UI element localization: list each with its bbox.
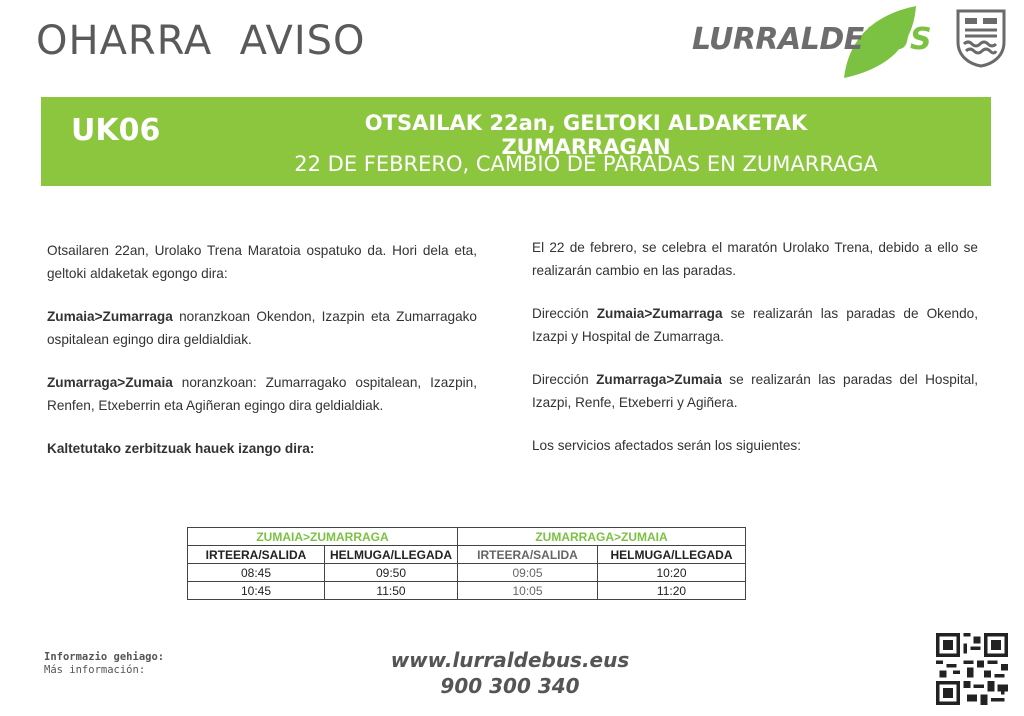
spanish-direction-1-text: se realizarán las paradas de Okendo, Izazpi y Hospital de Zumarraga. xyxy=(532,306,978,344)
spanish-direction-1 xyxy=(532,302,978,348)
basque-direction-1-text: noranzkoan Okendon, Izazpin eta Zumarragako ospitalean egingo dira geldialdiak. xyxy=(47,309,477,347)
column-header-departure: IRTEERA/SALIDA xyxy=(188,546,325,564)
table-cell: 10:20 xyxy=(598,564,746,582)
column-header-arrival: HELMUGA/LLEGADA xyxy=(598,546,746,564)
spanish-direction-1-prefix: Dirección xyxy=(532,306,597,321)
table-header-row xyxy=(188,546,746,564)
more-info-spanish: Más información: xyxy=(44,664,146,676)
contact-info xyxy=(330,647,690,699)
direction-header-zumaia-zumarraga: ZUMAIA>ZUMARRAGA xyxy=(188,528,458,546)
lurraldebus-logo xyxy=(688,2,932,80)
column-header-arrival: HELMUGA/LLEGADA xyxy=(325,546,458,564)
gipuzkoa-coat-of-arms-icon xyxy=(955,8,1007,68)
basque-direction-2-text: noranzkoan: Zumarragako ospitalean, Izazpin, Renfen, Etxeberrin eta Agiñeran egingo dira geldialdiak. xyxy=(47,375,477,413)
phone-number: 900 300 340 xyxy=(440,674,580,698)
basque-direction-2-route: Zumarraga>Zumaia xyxy=(47,375,173,390)
website-link[interactable]: www.lurraldebus.eus xyxy=(390,648,630,672)
basque-direction-2 xyxy=(47,371,477,417)
more-info-label xyxy=(44,651,164,677)
table-cell: 08:45 xyxy=(188,564,325,582)
basque-affected-services xyxy=(47,437,477,460)
logo-wordmark xyxy=(692,22,931,57)
basque-column xyxy=(47,239,477,460)
table-cell: 10:05 xyxy=(458,582,598,600)
spanish-direction-1-route: Zumaia>Zumarraga xyxy=(596,306,723,321)
spanish-intro: El 22 de febrero, se celebra el maratón Urolako Trena, debido a ello se realizarán cambio en las paradas. xyxy=(532,240,978,278)
spanish-direction-2-prefix: Dirección xyxy=(532,372,597,387)
basque-direction-1 xyxy=(47,305,477,351)
basque-affected-label: Kaltetutako zerbitzuak hauek izango dira: xyxy=(47,441,315,456)
spanish-direction-2-route: Zumarraga>Zumaia xyxy=(596,372,722,387)
headline-basque: OTSAILAK 22an, GELTOKI ALDAKETAK ZUMARRAGAN xyxy=(364,111,808,159)
direction-header-zumarraga-zumaia: ZUMARRAGA>ZUMAIA xyxy=(458,528,746,546)
headline-spanish: 22 DE FEBRERO, CAMBIO DE PARADAS EN ZUMARRAGA xyxy=(294,152,878,176)
column-header-departure: IRTEERA/SALIDA xyxy=(458,546,598,564)
table-direction-row xyxy=(188,528,746,546)
spanish-column xyxy=(532,236,978,457)
logo-text-a: LURRALDE xyxy=(692,22,864,57)
schedule-table xyxy=(187,527,746,600)
table-cell: 11:20 xyxy=(598,582,746,600)
table-row xyxy=(188,564,746,582)
table-cell: 09:05 xyxy=(458,564,598,582)
qr-code-icon[interactable] xyxy=(936,633,1008,705)
table-row xyxy=(188,582,746,600)
line-code: UK06 xyxy=(71,113,161,148)
basque-intro: Otsailaren 22an, Urolako Trena Maratoia ospatuko da. Hori dela eta, geltoki aldaketak egongo dira: xyxy=(47,243,477,281)
logo-text-b: BUS xyxy=(863,22,932,57)
spanish-direction-2-text: se realizarán las paradas del Hospital, Izazpi, Renfe, Etxeberri y Agiñera. xyxy=(532,372,979,410)
spanish-affected-services: Los servicios afectados serán los siguientes: xyxy=(532,438,801,453)
table-cell: 10:45 xyxy=(188,582,325,600)
spanish-direction-2 xyxy=(532,368,978,414)
notice-title: OHARRA AVISO xyxy=(36,18,366,64)
basque-direction-1-route: Zumaia>Zumarraga xyxy=(47,309,173,324)
notice-banner xyxy=(41,97,991,186)
more-info-basque: Informazio gehiago: xyxy=(44,651,165,663)
table-cell: 09:50 xyxy=(325,564,458,582)
table-cell: 11:50 xyxy=(325,582,458,600)
